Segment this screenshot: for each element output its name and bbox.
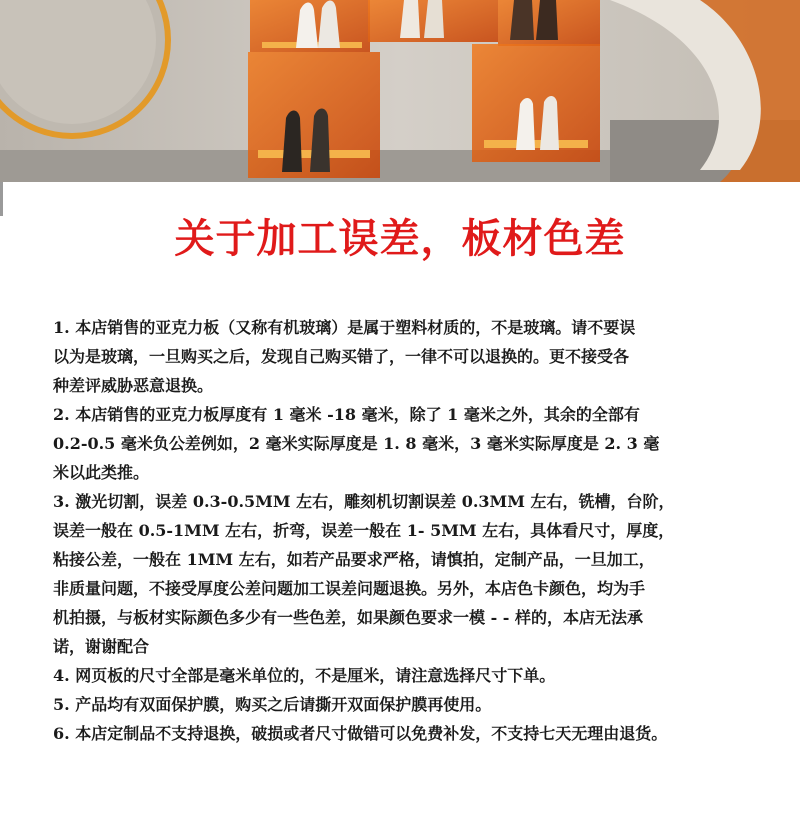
product-photo-banner [0,0,800,182]
notice-line: 种差评威胁恶意退换。 [53,376,214,395]
notice-line: 3. 激光切割，误差 0.3-0.5MM 左右，雕刻机切割误差 0.3MM 左右，铣槽，台阶， [53,492,675,511]
notice-line: 6. 本店定制品不支持退换，破损或者尺寸做错可以免费补发，不支持七天无理由退货。 [53,724,668,743]
notice-text-block [53,313,793,748]
page-title: 关于加工误差，板材色差 [174,216,626,262]
notice-line: 诺，谢谢配合 [53,637,150,656]
notice-line: 米以此类推。 [53,463,150,482]
acrylic-shoe-display-photo [0,0,800,182]
notice-line: 2. 本店销售的亚克力板厚度有 1 毫米 -18 毫米，除了 1 毫米之外，其余的全部有 [53,405,640,424]
notice-line: 误差一般在 0.5-1MM 左右，折弯，误差一般在 1- 5MM 左右，具体看尺寸，厚度， [53,521,675,540]
notice-line: 非质量问题，不接受厚度公差问题加工误差问题退换。另外，本店色卡颜色，均为手 [53,579,646,598]
notice-line: 4. 网页板的尺寸全部是毫米单位的，不是厘米，请注意选择尺寸下单。 [53,666,556,685]
notice-line: 机拍摄，与板材实际颜色多少有一些色差，如果颜色要求一模 - - 样的，本店无法承 [53,608,643,627]
notice-line: 以为是玻璃，一旦购买之后，发现自己购买错了，一律不可以退换的。更不接受各 [53,347,630,366]
acrylic-cube-bottom-right [472,44,600,162]
notice-line: 1. 本店销售的亚克力板（又称有机玻璃）是属于塑料材质的，不是玻璃。请不要误 [53,318,636,337]
notice-line: 0.2-0.5 毫米负公差例如，2 毫米实际厚度是 1. 8 毫米，3 毫米实际厚度是 2. 3 毫 [53,434,660,453]
notice-line: 5. 产品均有双面保护膜，购买之后请撕开双面保护膜再使用。 [53,695,492,714]
notice-line: 粘接公差，一般在 1MM 左右，如若产品要求严格，请慎拍，定制产品，一旦加工， [53,550,655,569]
